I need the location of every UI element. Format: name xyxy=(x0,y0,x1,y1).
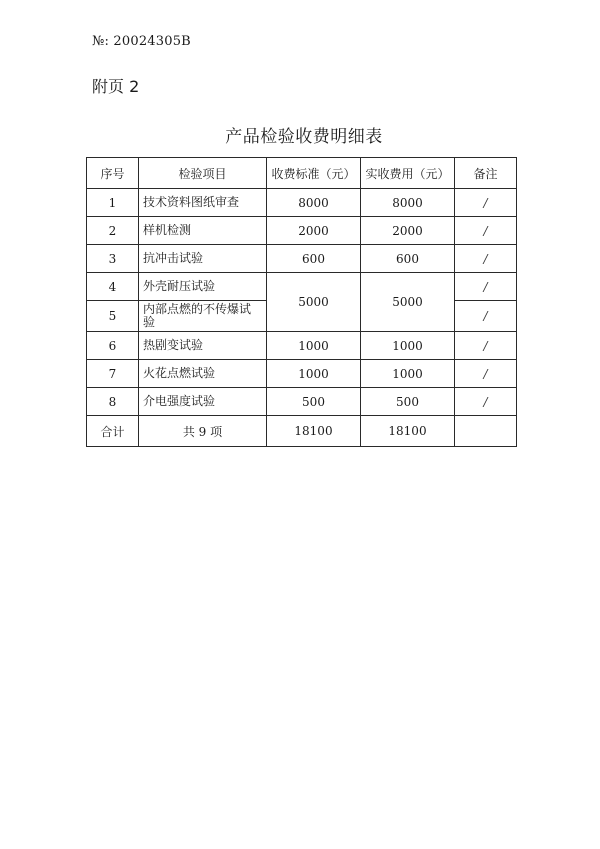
table-row xyxy=(87,245,517,273)
row-item: 内部点燃的不传爆试验 xyxy=(139,301,267,332)
table-row xyxy=(87,388,517,416)
row-standard-fee: 600 xyxy=(267,245,361,273)
row-remark: / xyxy=(455,388,517,416)
total-remark xyxy=(455,416,517,447)
row-remark: / xyxy=(455,217,517,245)
row-seq: 7 xyxy=(87,360,139,388)
header-standard-fee: 收费标准（元） xyxy=(267,158,361,189)
appendix-label: 附页 2 xyxy=(92,77,140,96)
row-standard-fee: 2000 xyxy=(267,217,361,245)
row-seq: 4 xyxy=(87,273,139,301)
row-actual-fee-merged: 5000 xyxy=(361,273,455,332)
table-title: 产品检验收费明细表 xyxy=(225,127,383,147)
row-item: 外壳耐压试验 xyxy=(139,273,267,301)
row-remark: / xyxy=(455,301,517,332)
header-item: 检验项目 xyxy=(139,158,267,189)
total-standard-fee: 18100 xyxy=(267,416,361,447)
row-actual-fee: 600 xyxy=(361,245,455,273)
row-actual-fee: 1000 xyxy=(361,360,455,388)
fee-detail-table xyxy=(86,157,517,447)
header-actual-fee: 实收费用（元） xyxy=(361,158,455,189)
row-seq: 6 xyxy=(87,332,139,360)
row-item: 介电强度试验 xyxy=(139,388,267,416)
table-row xyxy=(87,189,517,217)
row-standard-fee: 500 xyxy=(267,388,361,416)
row-standard-fee: 1000 xyxy=(267,360,361,388)
row-standard-fee: 1000 xyxy=(267,332,361,360)
total-item-count: 共 9 项 xyxy=(139,416,267,447)
total-row xyxy=(87,416,517,447)
row-seq: 3 xyxy=(87,245,139,273)
row-item: 热剧变试验 xyxy=(139,332,267,360)
row-item: 样机检测 xyxy=(139,217,267,245)
row-actual-fee: 1000 xyxy=(361,332,455,360)
row-remark: / xyxy=(455,245,517,273)
row-item: 抗冲击试验 xyxy=(139,245,267,273)
row-standard-fee: 8000 xyxy=(267,189,361,217)
row-seq: 5 xyxy=(87,301,139,332)
total-label: 合计 xyxy=(87,416,139,447)
table-header-row xyxy=(87,158,517,189)
total-actual-fee: 18100 xyxy=(361,416,455,447)
row-remark: / xyxy=(455,360,517,388)
row-actual-fee: 8000 xyxy=(361,189,455,217)
header-seq: 序号 xyxy=(87,158,139,189)
table-row xyxy=(87,273,517,301)
row-item: 火花点燃试验 xyxy=(139,360,267,388)
row-remark: / xyxy=(455,273,517,301)
row-seq: 1 xyxy=(87,189,139,217)
document-number: №: 20024305B xyxy=(92,34,191,49)
row-seq: 8 xyxy=(87,388,139,416)
row-seq: 2 xyxy=(87,217,139,245)
header-remark: 备注 xyxy=(455,158,517,189)
row-remark: / xyxy=(455,189,517,217)
table-row xyxy=(87,332,517,360)
row-actual-fee: 500 xyxy=(361,388,455,416)
row-standard-fee-merged: 5000 xyxy=(267,273,361,332)
table-row xyxy=(87,217,517,245)
row-item: 技术资料图纸审查 xyxy=(139,189,267,217)
row-actual-fee: 2000 xyxy=(361,217,455,245)
table-row xyxy=(87,360,517,388)
row-remark: / xyxy=(455,332,517,360)
